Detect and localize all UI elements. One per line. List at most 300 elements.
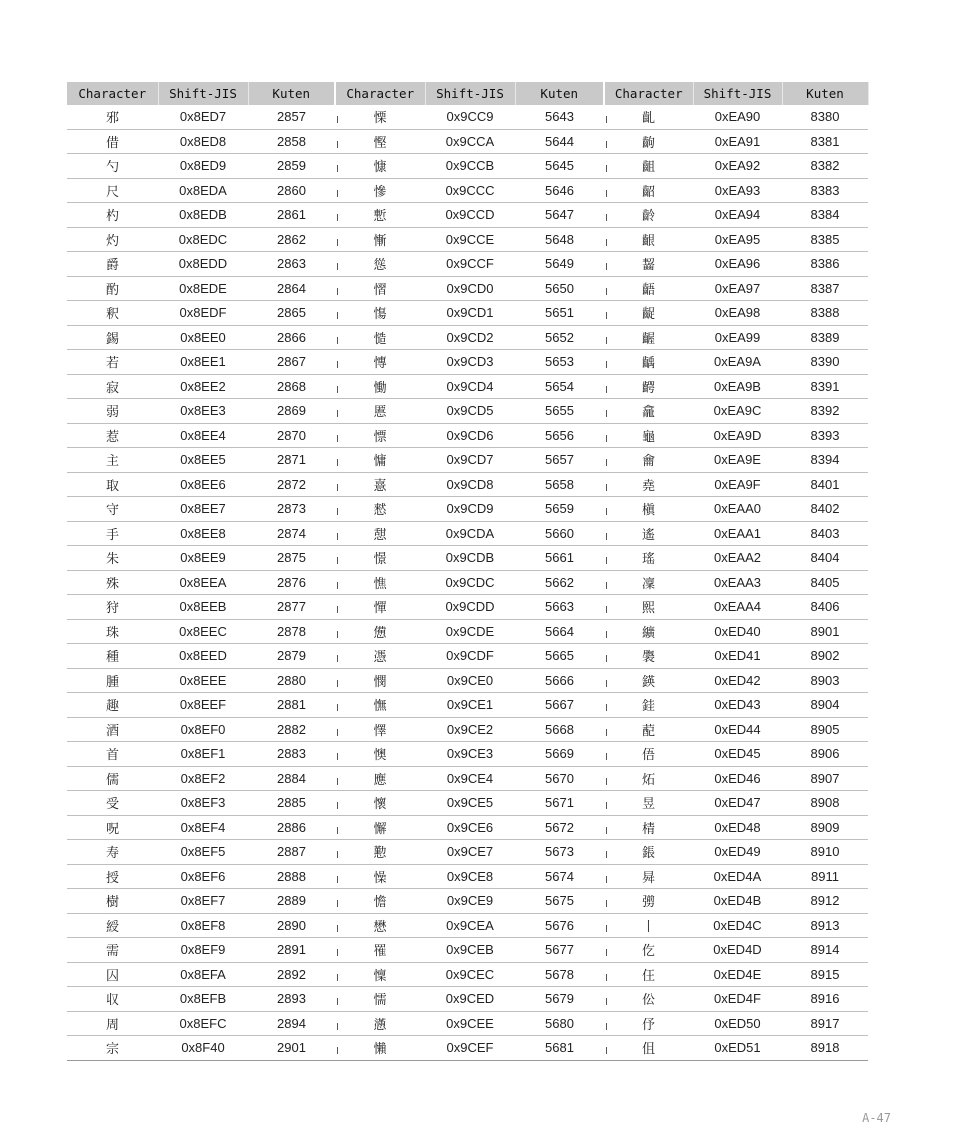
cell-shift-jis: 0xEAA1 xyxy=(693,521,782,546)
cell-kuten: 2890 xyxy=(248,913,335,938)
cell-shift-jis: 0x8EF3 xyxy=(158,791,248,816)
cell-character: 呪 xyxy=(67,815,158,840)
cell-shift-jis: 0xEA93 xyxy=(693,178,782,203)
cell-kuten: 2877 xyxy=(248,595,335,620)
cell-character: 齪 xyxy=(604,301,693,326)
cell-shift-jis: 0x9CD6 xyxy=(425,423,515,448)
cell-kuten: 5648 xyxy=(515,227,604,252)
column-header-kuten-1: Kuten xyxy=(248,82,335,105)
cell-shift-jis: 0x9CE7 xyxy=(425,840,515,865)
column-header-shift-jis-1: Shift-JIS xyxy=(158,82,248,105)
cell-kuten: 5668 xyxy=(515,717,604,742)
cell-kuten: 8917 xyxy=(782,1011,868,1036)
cell-shift-jis: 0xED45 xyxy=(693,742,782,767)
cell-character: 慳 xyxy=(335,129,425,154)
cell-kuten: 2878 xyxy=(248,619,335,644)
cell-shift-jis: 0x8EDD xyxy=(158,252,248,277)
cell-shift-jis: 0x8EF4 xyxy=(158,815,248,840)
table-row xyxy=(67,864,868,889)
cell-kuten: 8389 xyxy=(782,325,868,350)
cell-character: 爵 xyxy=(67,252,158,277)
table-row xyxy=(67,1011,868,1036)
table-row xyxy=(67,154,868,179)
column-header-character-1: Character xyxy=(67,82,158,105)
cell-character: 宗 xyxy=(67,1036,158,1061)
cell-character: 取 xyxy=(67,472,158,497)
cell-kuten: 5664 xyxy=(515,619,604,644)
cell-shift-jis: 0xED51 xyxy=(693,1036,782,1061)
cell-kuten: 8908 xyxy=(782,791,868,816)
cell-shift-jis: 0xEA9C xyxy=(693,399,782,424)
cell-character: 伹 xyxy=(604,1036,693,1061)
cell-shift-jis: 0x8EE7 xyxy=(158,497,248,522)
cell-shift-jis: 0x9CE8 xyxy=(425,864,515,889)
table-row xyxy=(67,129,868,154)
cell-kuten: 8380 xyxy=(782,105,868,129)
cell-shift-jis: 0x9CE3 xyxy=(425,742,515,767)
column-header-character-2: Character xyxy=(335,82,425,105)
cell-shift-jis: 0x8EE4 xyxy=(158,423,248,448)
cell-character: 憚 xyxy=(335,595,425,620)
cell-kuten: 8394 xyxy=(782,448,868,473)
cell-character: 齲 xyxy=(604,350,693,375)
cell-shift-jis: 0xEAA4 xyxy=(693,595,782,620)
table-row xyxy=(67,227,868,252)
cell-character: 若 xyxy=(67,350,158,375)
cell-character: 曻 xyxy=(604,864,693,889)
cell-kuten: 5679 xyxy=(515,987,604,1012)
cell-character: 慫 xyxy=(335,252,425,277)
cell-kuten: 2870 xyxy=(248,423,335,448)
cell-shift-jis: 0x8EE0 xyxy=(158,325,248,350)
cell-kuten: 8907 xyxy=(782,766,868,791)
cell-shift-jis: 0xEA9F xyxy=(693,472,782,497)
cell-shift-jis: 0xEA99 xyxy=(693,325,782,350)
cell-shift-jis: 0xED50 xyxy=(693,1011,782,1036)
cell-shift-jis: 0xED41 xyxy=(693,644,782,669)
cell-kuten: 2858 xyxy=(248,129,335,154)
cell-kuten: 2867 xyxy=(248,350,335,375)
column-header-kuten-2: Kuten xyxy=(515,82,604,105)
cell-character: 憺 xyxy=(335,889,425,914)
cell-kuten: 5660 xyxy=(515,521,604,546)
cell-shift-jis: 0x8EF1 xyxy=(158,742,248,767)
cell-character: 酌 xyxy=(67,276,158,301)
cell-character: 惹 xyxy=(67,423,158,448)
cell-shift-jis: 0xEA97 xyxy=(693,276,782,301)
cell-shift-jis: 0x8EDA xyxy=(158,178,248,203)
cell-kuten: 5662 xyxy=(515,570,604,595)
table-row xyxy=(67,399,868,424)
cell-character: 齧 xyxy=(604,252,693,277)
cell-character: 儒 xyxy=(67,766,158,791)
cell-kuten: 5669 xyxy=(515,742,604,767)
cell-shift-jis: 0xED4C xyxy=(693,913,782,938)
cell-kuten: 2884 xyxy=(248,766,335,791)
cell-shift-jis: 0xEA9E xyxy=(693,448,782,473)
cell-character: 授 xyxy=(67,864,158,889)
cell-character: 齓 xyxy=(604,105,693,129)
cell-kuten: 2901 xyxy=(248,1036,335,1061)
cell-character: 懈 xyxy=(335,815,425,840)
cell-kuten: 5658 xyxy=(515,472,604,497)
cell-kuten: 2871 xyxy=(248,448,335,473)
cell-character: 齬 xyxy=(604,276,693,301)
table-row xyxy=(67,1036,868,1061)
cell-shift-jis: 0x8F40 xyxy=(158,1036,248,1061)
cell-character: 憖 xyxy=(335,497,425,522)
cell-shift-jis: 0x9CD5 xyxy=(425,399,515,424)
cell-shift-jis: 0x9CE4 xyxy=(425,766,515,791)
table-row xyxy=(67,301,868,326)
cell-shift-jis: 0x8EF5 xyxy=(158,840,248,865)
cell-kuten: 2894 xyxy=(248,1011,335,1036)
cell-character: 俉 xyxy=(604,742,693,767)
cell-character: 憔 xyxy=(335,570,425,595)
cell-shift-jis: 0x9CCC xyxy=(425,178,515,203)
cell-kuten: 8910 xyxy=(782,840,868,865)
cell-character: 仼 xyxy=(604,962,693,987)
cell-shift-jis: 0x9CD1 xyxy=(425,301,515,326)
cell-kuten: 2857 xyxy=(248,105,335,129)
cell-shift-jis: 0x8EEA xyxy=(158,570,248,595)
cell-shift-jis: 0x8EF2 xyxy=(158,766,248,791)
cell-character: 伃 xyxy=(604,1011,693,1036)
cell-shift-jis: 0x8EDB xyxy=(158,203,248,228)
cell-character: 腫 xyxy=(67,668,158,693)
cell-kuten: 8916 xyxy=(782,987,868,1012)
cell-character: 需 xyxy=(67,938,158,963)
cell-shift-jis: 0xED4D xyxy=(693,938,782,963)
cell-character: 慄 xyxy=(335,105,425,129)
cell-kuten: 2892 xyxy=(248,962,335,987)
cell-kuten: 2885 xyxy=(248,791,335,816)
cell-character: 寂 xyxy=(67,374,158,399)
cell-shift-jis: 0xEAA0 xyxy=(693,497,782,522)
cell-character: 纊 xyxy=(604,619,693,644)
cell-character: 慝 xyxy=(335,399,425,424)
cell-kuten: 5644 xyxy=(515,129,604,154)
cell-shift-jis: 0x8EFB xyxy=(158,987,248,1012)
cell-kuten: 5681 xyxy=(515,1036,604,1061)
cell-kuten: 5661 xyxy=(515,546,604,571)
table-row xyxy=(67,644,868,669)
cell-character: 慱 xyxy=(335,350,425,375)
cell-kuten: 2891 xyxy=(248,938,335,963)
cell-character: 収 xyxy=(67,987,158,1012)
cell-character: 珠 xyxy=(67,619,158,644)
cell-shift-jis: 0x8EEF xyxy=(158,693,248,718)
cell-character: 鍈 xyxy=(604,668,693,693)
cell-kuten: 5680 xyxy=(515,1011,604,1036)
cell-character: 銈 xyxy=(604,693,693,718)
cell-kuten: 8391 xyxy=(782,374,868,399)
cell-kuten: 5653 xyxy=(515,350,604,375)
cell-shift-jis: 0x9CC9 xyxy=(425,105,515,129)
cell-kuten: 5678 xyxy=(515,962,604,987)
cell-kuten: 2865 xyxy=(248,301,335,326)
cell-shift-jis: 0x9CD2 xyxy=(425,325,515,350)
cell-character: 鋹 xyxy=(604,840,693,865)
cell-shift-jis: 0xED47 xyxy=(693,791,782,816)
cell-kuten: 5646 xyxy=(515,178,604,203)
cell-kuten: 8387 xyxy=(782,276,868,301)
cell-character: 凜 xyxy=(604,570,693,595)
cell-kuten: 2866 xyxy=(248,325,335,350)
cell-kuten: 5655 xyxy=(515,399,604,424)
cell-character: 昱 xyxy=(604,791,693,816)
cell-character: 慓 xyxy=(335,423,425,448)
cell-shift-jis: 0x9CD4 xyxy=(425,374,515,399)
cell-kuten: 5675 xyxy=(515,889,604,914)
cell-kuten: 2880 xyxy=(248,668,335,693)
cell-character: 錫 xyxy=(67,325,158,350)
cell-kuten: 8384 xyxy=(782,203,868,228)
cell-shift-jis: 0x9CCB xyxy=(425,154,515,179)
cell-character: 狩 xyxy=(67,595,158,620)
cell-kuten: 8385 xyxy=(782,227,868,252)
cell-kuten: 8912 xyxy=(782,889,868,914)
cell-shift-jis: 0xEA94 xyxy=(693,203,782,228)
cell-character: 懊 xyxy=(335,742,425,767)
cell-kuten: 2881 xyxy=(248,693,335,718)
cell-shift-jis: 0xEA9A xyxy=(693,350,782,375)
cell-character: 彅 xyxy=(604,889,693,914)
cell-kuten: 2875 xyxy=(248,546,335,571)
cell-character: 慟 xyxy=(335,374,425,399)
cell-character: 首 xyxy=(67,742,158,767)
cell-kuten: 5667 xyxy=(515,693,604,718)
cell-shift-jis: 0x8EEE xyxy=(158,668,248,693)
cell-shift-jis: 0x8EDF xyxy=(158,301,248,326)
cell-character: 殊 xyxy=(67,570,158,595)
cell-shift-jis: 0xED49 xyxy=(693,840,782,865)
table-row xyxy=(67,938,868,963)
cell-character: 應 xyxy=(335,766,425,791)
cell-character: 周 xyxy=(67,1011,158,1036)
cell-kuten: 8388 xyxy=(782,301,868,326)
table-row xyxy=(67,962,868,987)
cell-shift-jis: 0x9CD0 xyxy=(425,276,515,301)
cell-shift-jis: 0x8EE8 xyxy=(158,521,248,546)
cell-shift-jis: 0x9CDF xyxy=(425,644,515,669)
cell-character: 懌 xyxy=(335,717,425,742)
cell-character: 樹 xyxy=(67,889,158,914)
cell-kuten: 8904 xyxy=(782,693,868,718)
cell-kuten: 5672 xyxy=(515,815,604,840)
cell-kuten: 8901 xyxy=(782,619,868,644)
cell-shift-jis: 0x9CEA xyxy=(425,913,515,938)
cell-character: 憑 xyxy=(335,644,425,669)
cell-character: 齷 xyxy=(604,325,693,350)
table-body xyxy=(67,105,868,1060)
cell-kuten: 8915 xyxy=(782,962,868,987)
cell-shift-jis: 0x9CE6 xyxy=(425,815,515,840)
cell-shift-jis: 0x9CD8 xyxy=(425,472,515,497)
cell-shift-jis: 0xED42 xyxy=(693,668,782,693)
cell-shift-jis: 0x9CCA xyxy=(425,129,515,154)
cell-kuten: 2893 xyxy=(248,987,335,1012)
cell-shift-jis: 0x9CCE xyxy=(425,227,515,252)
table-row xyxy=(67,178,868,203)
cell-kuten: 8393 xyxy=(782,423,868,448)
cell-kuten: 8403 xyxy=(782,521,868,546)
cell-character: 尺 xyxy=(67,178,158,203)
cell-shift-jis: 0x8EE9 xyxy=(158,546,248,571)
table-row xyxy=(67,791,868,816)
cell-character: 手 xyxy=(67,521,158,546)
cell-character: 慯 xyxy=(335,301,425,326)
cell-kuten: 2864 xyxy=(248,276,335,301)
cell-shift-jis: 0xED4F xyxy=(693,987,782,1012)
cell-character: 槇 xyxy=(604,497,693,522)
cell-kuten: 5665 xyxy=(515,644,604,669)
cell-kuten: 5659 xyxy=(515,497,604,522)
cell-character: 懍 xyxy=(335,962,425,987)
cell-shift-jis: 0x8ED9 xyxy=(158,154,248,179)
table-row xyxy=(67,889,868,914)
table-row xyxy=(67,717,868,742)
cell-character: 齡 xyxy=(604,203,693,228)
cell-kuten: 5677 xyxy=(515,938,604,963)
cell-shift-jis: 0xEA92 xyxy=(693,154,782,179)
cell-kuten: 8383 xyxy=(782,178,868,203)
character-code-table xyxy=(67,82,869,1061)
table-row xyxy=(67,840,868,865)
cell-character: 憊 xyxy=(335,619,425,644)
cell-shift-jis: 0xED4B xyxy=(693,889,782,914)
cell-shift-jis: 0xED4E xyxy=(693,962,782,987)
table-row xyxy=(67,374,868,399)
cell-character: 慵 xyxy=(335,448,425,473)
cell-character: 齶 xyxy=(604,374,693,399)
cell-character: 寿 xyxy=(67,840,158,865)
cell-kuten: 8390 xyxy=(782,350,868,375)
table-row xyxy=(67,276,868,301)
cell-kuten: 8902 xyxy=(782,644,868,669)
cell-shift-jis: 0xEAA3 xyxy=(693,570,782,595)
cell-kuten: 2876 xyxy=(248,570,335,595)
cell-kuten: 5670 xyxy=(515,766,604,791)
cell-character: 綬 xyxy=(67,913,158,938)
cell-shift-jis: 0x9CCF xyxy=(425,252,515,277)
cell-character: 褜 xyxy=(604,644,693,669)
cell-character: 罹 xyxy=(335,938,425,963)
cell-kuten: 5674 xyxy=(515,864,604,889)
cell-shift-jis: 0x8EF6 xyxy=(158,864,248,889)
table-row xyxy=(67,619,868,644)
cell-character: 憬 xyxy=(335,546,425,571)
cell-character: 齦 xyxy=(604,227,693,252)
cell-character: 慙 xyxy=(335,203,425,228)
cell-character: 釈 xyxy=(67,301,158,326)
cell-character: 守 xyxy=(67,497,158,522)
cell-kuten: 2889 xyxy=(248,889,335,914)
cell-shift-jis: 0x8EE6 xyxy=(158,472,248,497)
cell-shift-jis: 0x9CCD xyxy=(425,203,515,228)
cell-shift-jis: 0x9CDE xyxy=(425,619,515,644)
cell-kuten: 8911 xyxy=(782,864,868,889)
cell-shift-jis: 0xEA90 xyxy=(693,105,782,129)
cell-character: 憮 xyxy=(335,693,425,718)
cell-shift-jis: 0x8EE2 xyxy=(158,374,248,399)
cell-character: 慥 xyxy=(335,325,425,350)
cell-shift-jis: 0xEA9B xyxy=(693,374,782,399)
table-row xyxy=(67,987,868,1012)
table-row xyxy=(67,546,868,571)
cell-character: 齟 xyxy=(604,154,693,179)
column-header-character-3: Character xyxy=(604,82,693,105)
cell-character: 勺 xyxy=(67,154,158,179)
cell-kuten: 5651 xyxy=(515,301,604,326)
cell-kuten: 5650 xyxy=(515,276,604,301)
table-row xyxy=(67,815,868,840)
cell-character: 慘 xyxy=(335,178,425,203)
cell-character: 龕 xyxy=(604,399,693,424)
cell-character: 瑤 xyxy=(604,546,693,571)
cell-shift-jis: 0x9CE0 xyxy=(425,668,515,693)
cell-character: 龠 xyxy=(604,448,693,473)
cell-shift-jis: 0x9CDD xyxy=(425,595,515,620)
table-header-row xyxy=(67,82,868,105)
cell-kuten: 2872 xyxy=(248,472,335,497)
cell-shift-jis: 0x9CDC xyxy=(425,570,515,595)
cell-kuten: 8386 xyxy=(782,252,868,277)
cell-kuten: 2879 xyxy=(248,644,335,669)
cell-shift-jis: 0x9CD7 xyxy=(425,448,515,473)
cell-shift-jis: 0x8EFA xyxy=(158,962,248,987)
cell-shift-jis: 0x9CE1 xyxy=(425,693,515,718)
cell-character: 堯 xyxy=(604,472,693,497)
cell-kuten: 5676 xyxy=(515,913,604,938)
cell-shift-jis: 0x8ED8 xyxy=(158,129,248,154)
cell-character: 受 xyxy=(67,791,158,816)
cell-character: 懷 xyxy=(335,791,425,816)
cell-shift-jis: 0xEA98 xyxy=(693,301,782,326)
cell-kuten: 2863 xyxy=(248,252,335,277)
cell-shift-jis: 0xEA96 xyxy=(693,252,782,277)
cell-character: 龜 xyxy=(604,423,693,448)
cell-kuten: 5649 xyxy=(515,252,604,277)
cell-kuten: 2886 xyxy=(248,815,335,840)
cell-character: 懋 xyxy=(335,913,425,938)
cell-kuten: 5645 xyxy=(515,154,604,179)
cell-character: 酒 xyxy=(67,717,158,742)
table-row xyxy=(67,766,868,791)
table-row xyxy=(67,448,868,473)
cell-shift-jis: 0x9CEB xyxy=(425,938,515,963)
cell-kuten: 2859 xyxy=(248,154,335,179)
cell-kuten: 2860 xyxy=(248,178,335,203)
cell-kuten: 2869 xyxy=(248,399,335,424)
cell-shift-jis: 0x8EDE xyxy=(158,276,248,301)
table-row xyxy=(67,570,868,595)
cell-character: 種 xyxy=(67,644,158,669)
cell-character: 仡 xyxy=(604,938,693,963)
cell-shift-jis: 0x9CE5 xyxy=(425,791,515,816)
cell-shift-jis: 0xED40 xyxy=(693,619,782,644)
cell-kuten: 5663 xyxy=(515,595,604,620)
cell-kuten: 8913 xyxy=(782,913,868,938)
cell-kuten: 2888 xyxy=(248,864,335,889)
table-row xyxy=(67,668,868,693)
table-row xyxy=(67,742,868,767)
cell-kuten: 2868 xyxy=(248,374,335,399)
cell-kuten: 8405 xyxy=(782,570,868,595)
table-row xyxy=(67,595,868,620)
cell-shift-jis: 0xED48 xyxy=(693,815,782,840)
cell-shift-jis: 0x8EF0 xyxy=(158,717,248,742)
